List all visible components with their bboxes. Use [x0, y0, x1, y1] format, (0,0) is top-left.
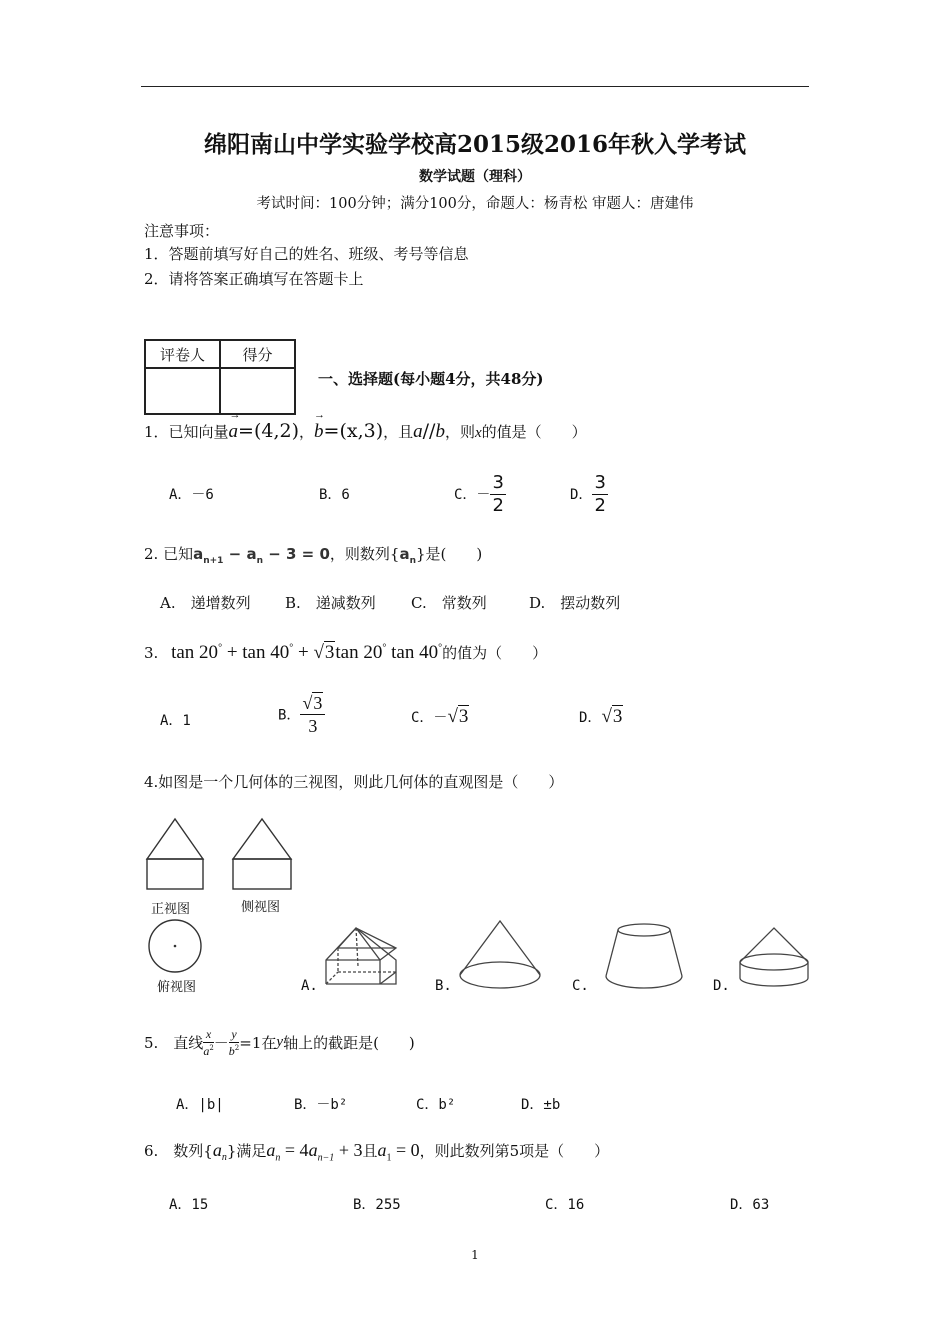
q3-option-c[interactable]: C．－√3	[411, 706, 469, 727]
q6-option-b[interactable]: B．255	[353, 1197, 401, 1213]
q2-option-c[interactable]: C. 常数列	[411, 594, 487, 612]
cone-sides	[460, 921, 540, 975]
score-table	[144, 339, 296, 415]
q6-init-1: 1	[386, 1152, 392, 1164]
question-4: 4.如图是一个几何体的三视图，则此几何体的直观图是（ ）	[144, 773, 564, 791]
q5-minus: －	[213, 1034, 229, 1052]
exam-info: 考试时间：100分钟；满分100分，命题人：杨青松 审题人：唐建伟	[256, 196, 694, 212]
q4-option-a[interactable]: A.	[301, 978, 318, 994]
q5-frac-y: y	[229, 1028, 239, 1043]
q6-seq-sub: n	[221, 1152, 227, 1163]
q1-prefix: 1．已知向量	[144, 423, 229, 441]
exam-title: 绵阳南山中学实验学校高2015级2016年秋入学考试	[203, 131, 747, 158]
q5-suffix: 轴上的截距是( )	[283, 1034, 415, 1052]
notice-item-2: 2．请将答案正确填写在答题卡上	[144, 270, 364, 288]
q2-option-b[interactable]: B. 递减数列	[285, 594, 376, 612]
q1-option-d-numerator: 3	[594, 472, 606, 493]
q1-option-c-denominator: 2	[492, 495, 504, 516]
prism-base-edge	[380, 972, 396, 984]
q1-vector-b-value: =(x,3)	[323, 420, 384, 442]
q1-parallel-a: a	[413, 421, 423, 442]
q4-option-b[interactable]: B.	[435, 978, 452, 994]
top-view-center	[174, 945, 177, 948]
q2-expr-a2: a	[246, 545, 257, 563]
q2-sub-n1: n+1	[203, 556, 224, 566]
q3-option-d[interactable]: D．√3	[579, 706, 623, 727]
q4-option-d-figure	[734, 922, 816, 992]
q3-suffix: 的值为（ ）	[442, 644, 548, 662]
q6-mid: }满足	[226, 1142, 267, 1160]
notice-heading: 注意事项：	[144, 222, 220, 240]
q1-parallel-b: b	[435, 421, 445, 442]
q1-option-a[interactable]: A．－6	[169, 487, 214, 503]
q2-suffix: }是( )	[416, 545, 483, 563]
q1-option-c[interactable]	[454, 474, 506, 515]
q2-mid: ，则数列{	[329, 545, 400, 563]
q6-init-tail: = 0	[391, 1140, 420, 1160]
q3-option-c-label: C．－	[411, 710, 448, 726]
front-view-label: 正视图	[151, 902, 191, 917]
q3-deg-1: °	[218, 642, 223, 654]
q4-option-c-figure	[596, 918, 692, 993]
q2-option-d[interactable]: D. 摆动数列	[529, 594, 621, 612]
side-view-body	[233, 859, 291, 889]
question-3: 3. tan 20° + tan 40° + √3tan 20° tan 40°的值为（ ）	[144, 642, 548, 663]
q3-option-d-radicand: 3	[612, 706, 623, 727]
q5-frac-b: b	[228, 1044, 235, 1058]
q3-plus: +	[293, 642, 314, 663]
q2-expr-a: a	[193, 545, 204, 563]
front-view-roof	[147, 819, 203, 859]
q1-option-d[interactable]	[570, 474, 608, 515]
q3-radicand: 3	[324, 642, 335, 663]
q2-prefix: 2. 已知	[144, 545, 194, 563]
q3-option-b[interactable]: B． $\frac{√3}{3}$	[278, 694, 325, 735]
q5-option-b[interactable]: B．－b²	[294, 1097, 348, 1113]
q1-comma: ，	[299, 423, 315, 441]
q1-option-c-label: C．－	[454, 487, 491, 503]
question-1: 1．已知向量a → =(4,2)，b → =(x,3)，且a//b，则x的值是（ ）	[144, 409, 587, 442]
q6-option-c[interactable]: C．16	[545, 1197, 585, 1213]
combo-cylinder-base	[740, 978, 808, 986]
section-title: 一、选择题(每小题4分，共48分)	[318, 370, 544, 388]
q6-prefix: 6. 数列{	[144, 1142, 213, 1160]
q6-suffix: ，则此数列第5项是（ ）	[419, 1142, 610, 1160]
q1-option-d-label: D．	[570, 487, 593, 503]
front-view-body	[147, 859, 203, 889]
side-view-label: 侧视图	[241, 900, 281, 915]
q5-option-c[interactable]: C．b²	[416, 1097, 456, 1113]
q4-option-b-figure	[452, 915, 552, 993]
q2-sub-n: n	[256, 556, 263, 566]
question-2	[144, 543, 482, 566]
score-table-grader-cell[interactable]	[145, 368, 220, 414]
score-table-score-header: 得分	[220, 340, 295, 368]
q2-seq: a	[399, 545, 410, 563]
q6-rel-a: a	[266, 1140, 276, 1160]
q3-deg-4: °	[438, 642, 443, 654]
q5-frac-a: a	[203, 1044, 210, 1058]
q1-suffix2: 的值是（ ）	[481, 423, 587, 441]
q6-rel-b: a	[308, 1140, 318, 1160]
q3-deg-3: °	[382, 642, 387, 654]
q6-option-a[interactable]: A．15	[169, 1197, 209, 1213]
q6-seq: a	[212, 1140, 222, 1160]
q5-prefix: 5. 直线	[144, 1034, 204, 1052]
prism-hidden-edge-3	[326, 972, 338, 984]
q3-expr-4: tan 40	[386, 642, 439, 663]
q5-option-a[interactable]: A．|b|	[176, 1097, 224, 1113]
frustum-base-front	[606, 976, 682, 988]
score-table-grader-header: 评卷人	[145, 340, 220, 368]
q1-vector-a-value: =(4,2)	[238, 420, 300, 442]
q4-option-c[interactable]: C.	[572, 978, 589, 994]
q3-option-b-label: B．	[278, 707, 301, 724]
q3-option-a[interactable]: A．1	[160, 713, 191, 729]
question-6	[144, 1140, 609, 1164]
q6-rel-tail: + 3	[334, 1140, 363, 1160]
q6-option-d[interactable]: D．63	[730, 1197, 770, 1213]
q3-expr-1: tan 20	[171, 642, 219, 663]
q6-rel-n: n	[275, 1152, 281, 1164]
q5-option-d[interactable]: D．±b	[521, 1097, 561, 1113]
top-view-label: 俯视图	[157, 980, 197, 995]
q1-option-b[interactable]: B．6	[319, 487, 350, 503]
q6-rel-nm1: n−1	[317, 1152, 335, 1164]
q3-number: 3.	[144, 644, 159, 662]
q6-and: 且	[362, 1142, 378, 1160]
question-5: 5. 直线 $\frac{x}{a^2}$ － $\frac{y}{b^2}$ =1在y轴上的截距是( )	[144, 1027, 415, 1058]
q2-expr-tail: − 3 = 0	[263, 545, 330, 563]
q3-option-d-label: D．	[579, 710, 602, 726]
q5-var: y	[276, 1034, 284, 1050]
q1-option-d-denominator: 2	[594, 495, 606, 516]
q1-parallel-sign: //	[422, 420, 436, 442]
exam-subtitle: 数学试题（理科）	[419, 169, 531, 185]
q3-option-c-radicand: 3	[458, 706, 469, 727]
q1-vector-b: b	[314, 421, 324, 442]
q2-option-a[interactable]: A. 递增数列	[160, 594, 251, 612]
q2-minus: −	[223, 545, 247, 563]
score-table-score-cell[interactable]	[220, 368, 295, 414]
q3-expr-2: + tan 40	[222, 642, 290, 663]
q6-rel-eq: = 4	[280, 1140, 309, 1160]
q2-seq-sub: n	[409, 556, 416, 566]
q5-eq: =1在	[239, 1034, 277, 1052]
q3-option-b-radicand: 3	[313, 693, 323, 713]
q6-init-a: a	[377, 1140, 387, 1160]
q3-expr-3: tan 20	[335, 642, 383, 663]
combo-cylinder-top	[740, 954, 808, 970]
q3-deg-2: °	[289, 642, 294, 654]
q1-mid: ，且	[383, 423, 414, 441]
q4-option-d[interactable]: D.	[713, 978, 730, 994]
q1-option-c-numerator: 3	[492, 472, 504, 493]
q1-suffix1: ，则	[444, 423, 475, 441]
cone-base	[460, 962, 540, 988]
q4-option-a-figure	[318, 920, 408, 992]
frustum-top	[618, 924, 670, 936]
q3-option-b-denominator: 3	[308, 716, 318, 736]
notice-item-1: 1．答题前填写好自己的姓名、班级、考号等信息	[144, 245, 469, 263]
page-number: 1	[471, 1248, 479, 1262]
frustum-right-side	[670, 930, 682, 976]
q1-vector-a: a	[228, 421, 239, 442]
q5-frac-x: x	[203, 1028, 213, 1043]
header-rule	[141, 86, 809, 87]
frustum-left-side	[606, 930, 618, 976]
side-view-roof	[233, 819, 291, 859]
q1-variable: x	[474, 425, 482, 441]
